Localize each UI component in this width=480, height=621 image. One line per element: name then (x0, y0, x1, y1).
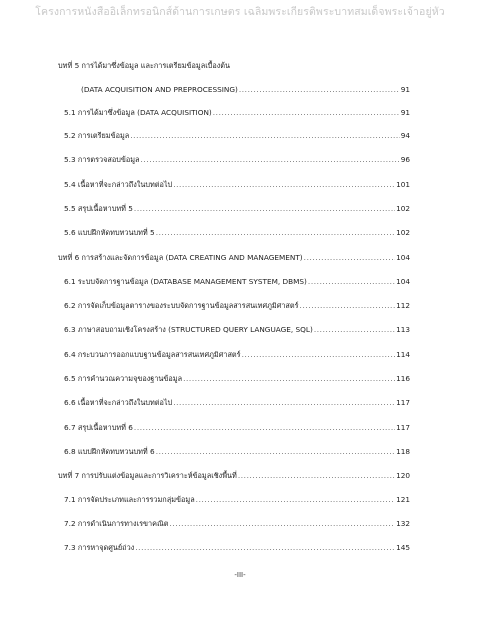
page-header: โครงการหนังสืออิเล็กทรอนิกส์ด้านการเกษตร เฉลิมพระเกียรติพระบาทสมเด็จพระเจ้าอยู่หัว (35, 6, 445, 18)
leader-dots (300, 301, 396, 311)
toc-chapter-label: บทที่ 6 การสร้างและจัดการข้อมูล (DATA CREATING AND MANAGEMENT) (58, 253, 303, 262)
toc-entry[interactable] (64, 423, 410, 433)
toc-entry-page: 102 (396, 228, 410, 237)
toc-entry-page: 120 (396, 471, 410, 480)
toc-entry[interactable] (64, 495, 410, 505)
leader-dots (173, 180, 395, 190)
leader-dots (173, 398, 395, 408)
toc-chapter-7[interactable] (58, 471, 410, 481)
toc-entry-page: 116 (396, 374, 410, 383)
toc-entry-page: 113 (396, 325, 410, 334)
toc-chapter-5-title (58, 61, 230, 71)
toc-entry-page: 94 (400, 131, 410, 140)
leader-dots (134, 204, 395, 214)
toc-entry[interactable] (64, 543, 410, 553)
toc-entry[interactable] (64, 277, 410, 287)
toc-entry-page: 104 (396, 253, 410, 262)
toc-entry-page: 132 (396, 519, 410, 528)
toc-entry-label: 5.2 การเตรียมข้อมูล (64, 131, 130, 140)
toc-entry-label: 6.3 ภาษาสอบถามเชิงโครงสร้าง (STRUCTURED QUERY LANGUAGE, SQL) (64, 325, 313, 334)
toc-entry-label: 7.3 การหาจุดศูนย์ถ่วง (64, 543, 135, 552)
toc-entry[interactable] (64, 228, 410, 238)
toc-entry-page: 117 (396, 423, 410, 432)
leader-dots (183, 374, 395, 384)
toc-entry-page: 102 (396, 204, 410, 213)
leader-dots (238, 471, 395, 481)
toc-entry-label: 5.4 เนื้อหาที่จะกล่าวถึงในบทต่อไป (64, 180, 173, 189)
toc-chapter-label: บทที่ 7 การปรับแต่งข้อมูลและการวิเคราะห์ข้อมูลเชิงพื้นที่ (58, 471, 237, 480)
toc-entry[interactable] (64, 204, 410, 214)
toc-entry-label: 7.1 การจัดประเภทและการรวมกลุ่มข้อมูล (64, 495, 195, 504)
toc-chapter-label: บทที่ 5 การได้มาซึ่งข้อมูล และการเตรียมข้อมูลเบื้องต้น (58, 61, 230, 70)
leader-dots (242, 350, 396, 360)
toc-entry[interactable] (64, 131, 410, 141)
toc-entry-label: 6.2 การจัดเก็บข้อมูลตารางของระบบจัดการฐานข้อมูลสารสนเทศภูมิศาสตร์ (64, 301, 299, 310)
toc-entry-page: 112 (396, 301, 410, 310)
toc-entry-label: 5.6 แบบฝึกหัดทบทวนบทที่ 5 (64, 228, 155, 237)
toc-entry-page: 121 (396, 495, 410, 504)
toc-entry[interactable] (64, 325, 410, 335)
toc-entry-label: 5.5 สรุปเนื้อหาบทที่ 5 (64, 204, 133, 213)
toc-entry-page: 104 (396, 277, 410, 286)
toc-entry-label: 5.1 การได้มาซึ่งข้อมูล (DATA ACQUISITION) (64, 108, 212, 117)
toc-entry-page: 117 (396, 398, 410, 407)
leader-dots (239, 85, 400, 95)
leader-dots (213, 108, 400, 118)
toc-entry-label: 7.2 การดำเนินการทางเรขาคณิต (64, 519, 169, 528)
toc-entry[interactable] (64, 519, 410, 529)
toc-entry-label: 6.7 สรุปเนื้อหาบทที่ 6 (64, 423, 133, 432)
toc-entry-page: 101 (396, 180, 410, 189)
toc-entry[interactable] (64, 374, 410, 384)
leader-dots (130, 131, 399, 141)
toc-entry[interactable] (64, 180, 410, 190)
leader-dots (156, 228, 395, 238)
toc-entry-page: 91 (400, 108, 410, 117)
toc-entry-label: 6.8 แบบฝึกหัดทบทวนบทที่ 6 (64, 447, 155, 456)
leader-dots (156, 447, 395, 457)
leader-dots (196, 495, 395, 505)
toc-entry[interactable] (64, 350, 410, 360)
toc-entry-label: 6.6 เนื้อหาที่จะกล่าวถึงในบทต่อไป (64, 398, 173, 407)
leader-dots (134, 423, 395, 433)
toc-entry[interactable] (81, 85, 410, 95)
toc-entry-label: 6.1 ระบบจัดการฐานข้อมูล (DATABASE MANAGEMENT SYSTEM, DBMS) (64, 277, 307, 286)
leader-dots (169, 519, 395, 529)
toc-entry-page: 114 (396, 350, 410, 359)
toc-entry-label: (DATA ACQUISITION AND PREPROCESSING) (81, 85, 238, 94)
toc-entry[interactable] (64, 108, 410, 118)
toc-entry-label: 6.5 การคำนวณความจุของฐานข้อมูล (64, 374, 183, 383)
leader-dots (304, 253, 395, 263)
toc-entry[interactable] (64, 301, 410, 311)
leader-dots (141, 155, 400, 165)
page-number: -III- (234, 571, 246, 579)
toc-entry-page: 96 (400, 155, 410, 164)
toc-entry-page: 91 (400, 85, 410, 94)
toc-entry[interactable] (64, 155, 410, 165)
toc-chapter-6[interactable] (58, 253, 410, 263)
leader-dots (135, 543, 395, 553)
toc-entry-label: 6.4 กระบวนการออกแบบฐานข้อมูลสารสนเทศภูมิศาสตร์ (64, 350, 241, 359)
toc-entry-page: 118 (396, 447, 410, 456)
leader-dots (314, 325, 395, 335)
toc-entry[interactable] (64, 447, 410, 457)
toc-entry-page: 145 (396, 543, 410, 552)
leader-dots (308, 277, 395, 287)
toc-entry[interactable] (64, 398, 410, 408)
toc-entry-label: 5.3 การตรวจสอบข้อมูล (64, 155, 140, 164)
